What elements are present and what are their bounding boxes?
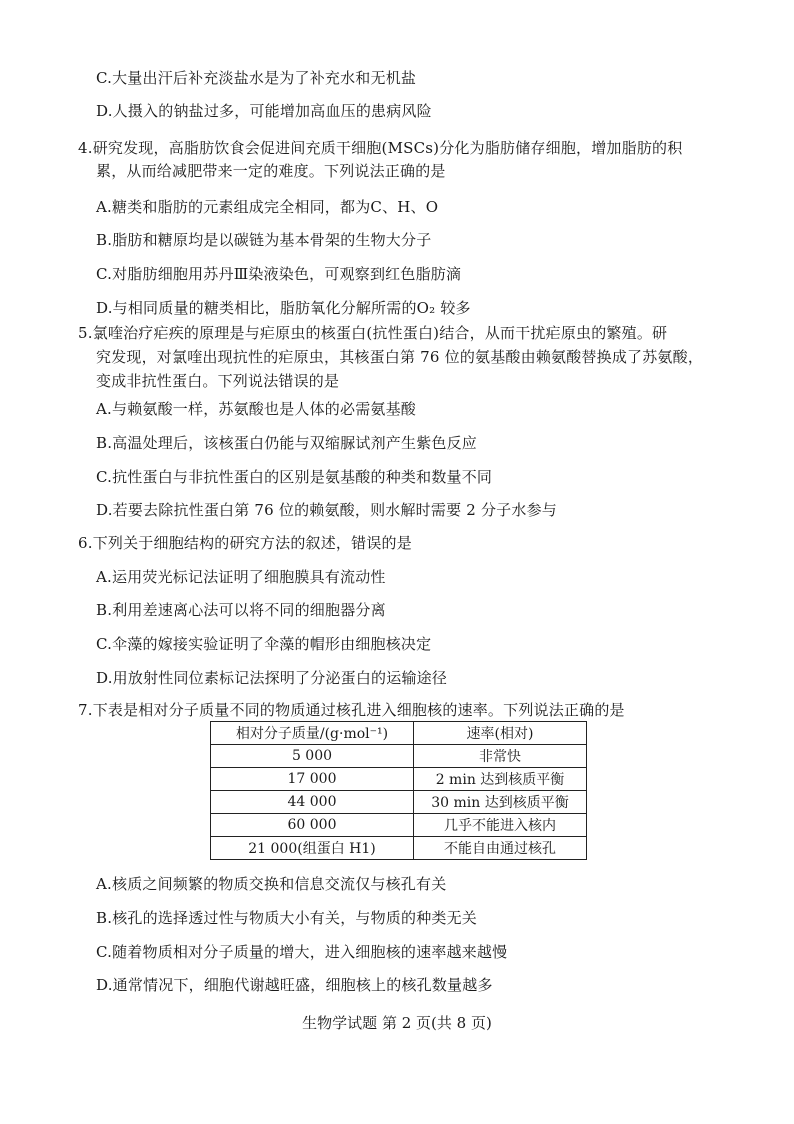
table-cell-mass: 60 000 <box>211 814 414 837</box>
table-header-mass: 相对分子质量/(g·mol⁻¹) <box>211 722 414 745</box>
table-row <box>211 791 587 814</box>
q7-option-a: A.核质之间频繁的物质交换和信息交流仅与核孔有关 <box>96 875 447 893</box>
q5-option-a: A.与赖氨酸一样，苏氨酸也是人体的必需氨基酸 <box>96 400 417 418</box>
table-cell-rate: 非常快 <box>414 745 587 768</box>
table-header-row <box>211 722 587 745</box>
table-cell-mass: 21 000(组蛋白 H1) <box>211 837 414 860</box>
q5-option-d: D.若要去除抗性蛋白第 76 位的赖氨酸，则水解时需要 2 分子水参与 <box>96 501 557 519</box>
table-row <box>211 768 587 791</box>
table-cell-rate: 几乎不能进入核内 <box>414 814 587 837</box>
table-cell-rate: 不能自由通过核孔 <box>414 837 587 860</box>
table-cell-rate: 30 min 达到核质平衡 <box>414 791 587 814</box>
q3-option-c: C.大量出汗后补充淡盐水是为了补充水和无机盐 <box>96 69 417 87</box>
table-row <box>211 745 587 768</box>
q7-option-d: D.通常情况下，细胞代谢越旺盛，细胞核上的核孔数量越多 <box>96 976 493 994</box>
q4-option-c: C.对脂肪细胞用苏丹Ⅲ染液染色，可观察到红色脂肪滴 <box>96 265 462 283</box>
table-header-rate: 速率(相对) <box>414 722 587 745</box>
q4-option-b: B.脂肪和糖原均是以碳链为基本骨架的生物大分子 <box>96 231 432 249</box>
q5-stem-line2: 究发现，对氯喹出现抗性的疟原虫，其核蛋白第 76 位的氨基酸由赖氨酸替换成了苏氨酸， <box>96 348 704 366</box>
q6-option-d: D.用放射性同位素标记法探明了分泌蛋白的运输途径 <box>96 669 448 687</box>
table-cell-mass: 5 000 <box>211 745 414 768</box>
table-row <box>211 837 587 860</box>
q7-option-b: B.核孔的选择透过性与物质大小有关，与物质的种类无关 <box>96 909 477 927</box>
q6-stem: 6.下列关于细胞结构的研究方法的叙述，错误的是 <box>78 534 412 552</box>
q4-stem-line2: 累，从而给减肥带来一定的难度。下列说法正确的是 <box>96 162 446 180</box>
q6-option-b: B.利用差速离心法可以将不同的细胞器分离 <box>96 601 386 619</box>
q3-option-d: D.人摄入的钠盐过多，可能增加高血压的患病风险 <box>96 102 432 120</box>
q6-option-a: A.运用荧光标记法证明了细胞膜具有流动性 <box>96 568 386 586</box>
q6-option-c: C.伞藻的嫁接实验证明了伞藻的帽形由细胞核决定 <box>96 635 432 653</box>
q5-option-c: C.抗性蛋白与非抗性蛋白的区别是氨基酸的种类和数量不同 <box>96 468 493 486</box>
table-cell-mass: 44 000 <box>211 791 414 814</box>
table-cell-rate: 2 min 达到核质平衡 <box>414 768 587 791</box>
table-cell-mass: 17 000 <box>211 768 414 791</box>
q5-stem-line1: 5.氯喹治疗疟疾的原理是与疟原虫的核蛋白(抗性蛋白)结合，从而干扰疟原虫的繁殖。研 <box>78 324 668 342</box>
q4-option-a: A.糖类和脂肪的元素组成完全相同，都为C、H、O <box>96 198 439 216</box>
rate-table <box>210 721 587 860</box>
table-row <box>211 814 587 837</box>
q7-option-c: C.随着物质相对分子质量的增大，进入细胞核的速率越来越慢 <box>96 943 508 961</box>
q4-stem-line1: 4.研究发现，高脂肪饮食会促进间充质干细胞(MSCs)分化为脂肪储存细胞，增加脂肪的积 <box>78 139 683 157</box>
q5-stem-line3: 变成非抗性蛋白。下列说法错误的是 <box>96 372 340 390</box>
q7-stem: 7.下表是相对分子质量不同的物质通过核孔进入细胞核的速率。下列说法正确的是 <box>78 701 625 719</box>
q5-option-b: B.高温处理后，该核蛋白仍能与双缩脲试剂产生紫色反应 <box>96 434 477 452</box>
page-footer: 生物学试题 第 2 页(共 8 页) <box>302 1014 492 1032</box>
q4-option-d: D.与相同质量的糖类相比，脂肪氧化分解所需的O₂ 较多 <box>96 299 471 317</box>
